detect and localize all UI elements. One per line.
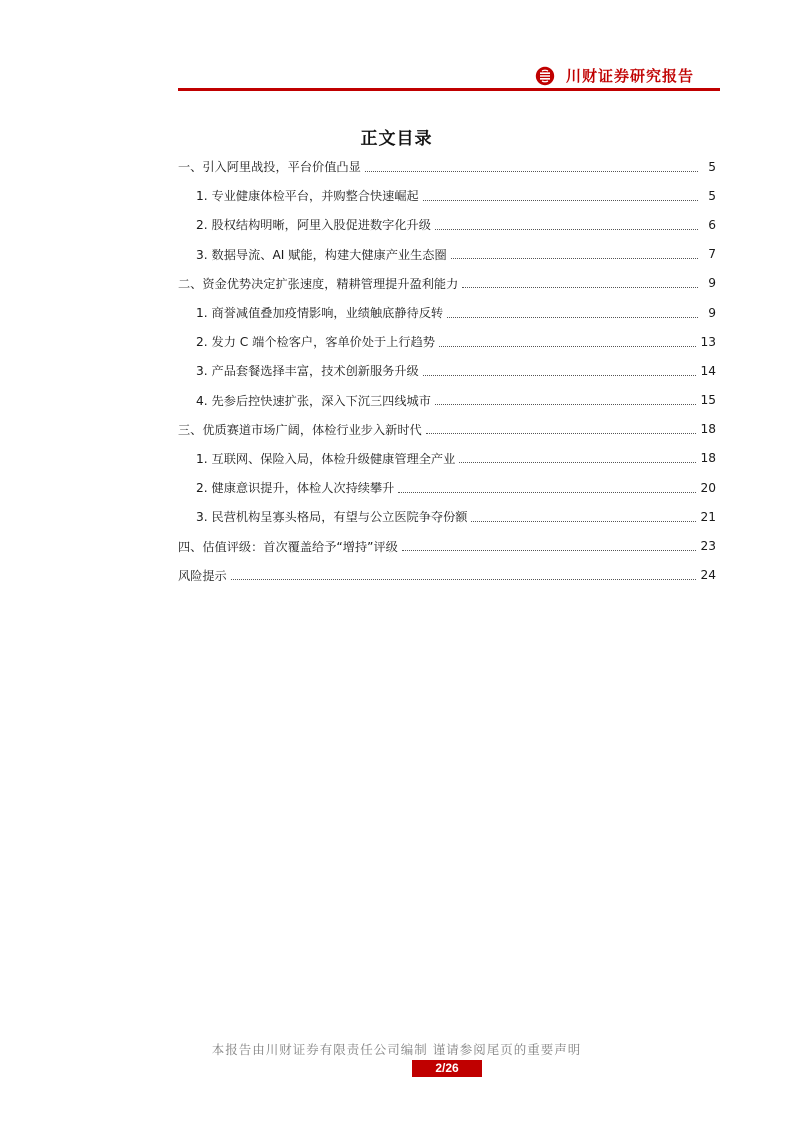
toc-entry[interactable] bbox=[178, 327, 716, 356]
toc-entry-page: 15 bbox=[700, 393, 716, 408]
toc-entry[interactable] bbox=[178, 210, 716, 239]
toc-entry[interactable] bbox=[178, 415, 716, 444]
table-of-contents bbox=[178, 152, 716, 590]
toc-dot-leader bbox=[435, 228, 698, 230]
toc-entry-title: 1. 专业健康体检平台，并购整合快速崛起 bbox=[196, 189, 419, 204]
toc-entry-title: 2. 健康意识提升，体检人次持续攀升 bbox=[196, 481, 395, 496]
toc-entry-title: 风险提示 bbox=[178, 568, 227, 583]
toc-dot-leader bbox=[439, 345, 697, 347]
toc-entry[interactable] bbox=[178, 356, 716, 385]
toc-dot-leader bbox=[231, 578, 697, 580]
toc-entry-page: 6 bbox=[708, 217, 716, 232]
chuancai-logo-icon bbox=[535, 66, 555, 86]
toc-dot-leader bbox=[435, 403, 697, 405]
toc-entry[interactable] bbox=[178, 240, 716, 269]
toc-dot-leader bbox=[459, 461, 696, 463]
toc-entry[interactable] bbox=[178, 298, 716, 327]
header-rule bbox=[178, 88, 720, 91]
toc-dot-leader bbox=[426, 432, 697, 434]
toc-entry-title: 1. 商誉减值叠加疫情影响，业绩触底静待反转 bbox=[196, 306, 444, 321]
toc-entry-page: 9 bbox=[708, 305, 716, 320]
toc-entry-page: 18 bbox=[700, 422, 716, 437]
toc-entry-page: 20 bbox=[700, 480, 716, 495]
toc-dot-leader bbox=[423, 374, 697, 376]
toc-dot-leader bbox=[451, 257, 698, 259]
toc-entry-title: 3. 数据导流、AI 赋能，构建大健康产业生态圈 bbox=[196, 247, 447, 262]
toc-entry-page: 5 bbox=[708, 188, 716, 203]
toc-entry[interactable] bbox=[178, 269, 716, 298]
toc-entry[interactable] bbox=[178, 531, 716, 560]
toc-dot-leader bbox=[402, 549, 697, 551]
page-number: 2/26 bbox=[412, 1060, 482, 1077]
toc-entry-title: 一、引入阿里战投，平台价值凸显 bbox=[178, 160, 361, 175]
toc-entry-page: 23 bbox=[700, 539, 716, 554]
toc-entry-page: 24 bbox=[700, 568, 716, 583]
toc-entry-title: 3. 民营机构呈寡头格局，有望与公立医院争夺份额 bbox=[196, 510, 468, 525]
toc-entry-page: 21 bbox=[700, 509, 716, 524]
toc-entry[interactable] bbox=[178, 444, 716, 473]
toc-title: 正文目录 bbox=[360, 129, 433, 149]
footer-disclaimer: 本报告由川财证券有限责任公司编制 谨请参阅尾页的重要声明 bbox=[211, 1042, 582, 1057]
toc-entry[interactable] bbox=[178, 152, 716, 181]
toc-entry-title: 2. 发力 C 端个检客户，客单价处于上行趋势 bbox=[196, 335, 435, 350]
brand-title: 川财证券研究报告 bbox=[566, 67, 695, 85]
toc-entry-title: 4. 先参后控快速扩张，深入下沉三四线城市 bbox=[196, 393, 431, 408]
toc-dot-leader bbox=[447, 316, 698, 318]
toc-entry[interactable] bbox=[178, 181, 716, 210]
toc-entry[interactable] bbox=[178, 502, 716, 531]
toc-dot-leader bbox=[365, 170, 698, 172]
toc-dot-leader bbox=[423, 199, 698, 201]
toc-entry-page: 13 bbox=[700, 334, 716, 349]
toc-entry-title: 三、优质赛道市场广阔，体检行业步入新时代 bbox=[178, 422, 422, 437]
toc-entry-page: 14 bbox=[700, 363, 716, 378]
toc-entry-page: 18 bbox=[700, 451, 716, 466]
toc-entry-title: 四、估值评级：首次覆盖给予“增持”评级 bbox=[178, 539, 398, 554]
toc-dot-leader bbox=[471, 520, 696, 522]
toc-entry-page: 9 bbox=[708, 276, 716, 291]
toc-entry[interactable] bbox=[178, 561, 716, 590]
toc-entry[interactable] bbox=[178, 473, 716, 502]
toc-entry-title: 1. 互联网、保险入局，体检升级健康管理全产业 bbox=[196, 451, 456, 466]
toc-entry-page: 5 bbox=[708, 159, 716, 174]
toc-entry[interactable] bbox=[178, 386, 716, 415]
toc-entry-page: 7 bbox=[708, 247, 716, 262]
toc-entry-title: 2. 股权结构明晰，阿里入股促进数字化升级 bbox=[196, 218, 431, 233]
report-header bbox=[178, 58, 720, 92]
toc-entry-title: 二、资金优势决定扩张速度，精耕管理提升盈利能力 bbox=[178, 276, 459, 291]
toc-dot-leader bbox=[462, 286, 698, 288]
toc-entry-title: 3. 产品套餐选择丰富，技术创新服务升级 bbox=[196, 364, 419, 379]
toc-dot-leader bbox=[398, 491, 696, 493]
